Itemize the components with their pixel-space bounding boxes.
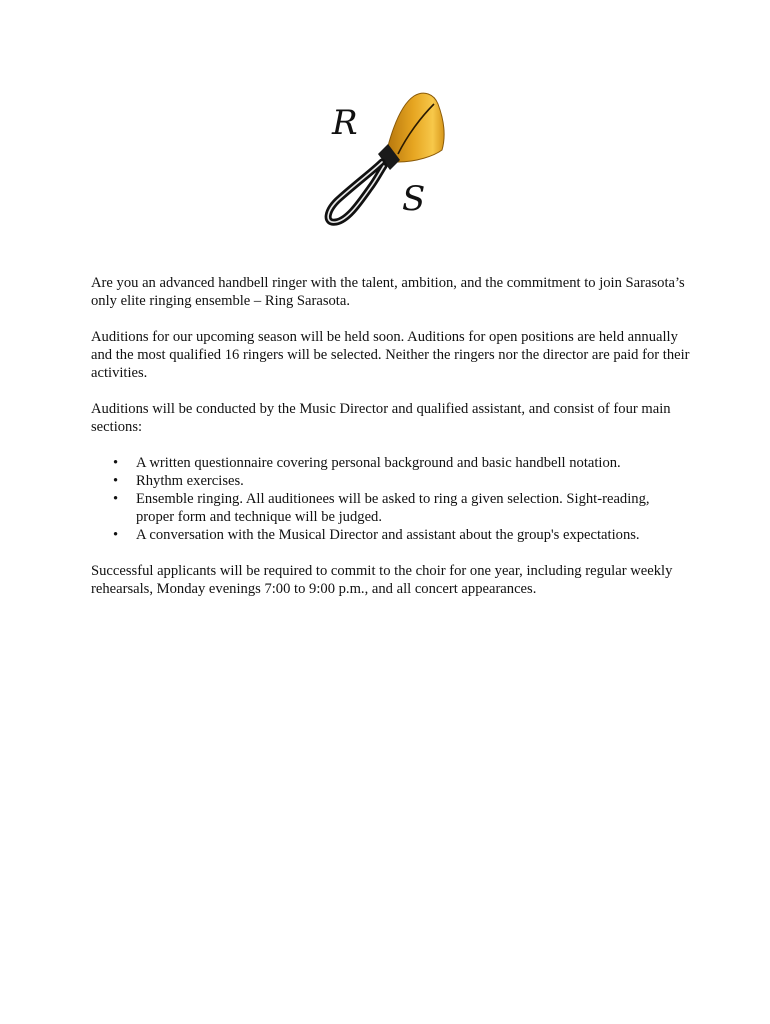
list-item-text: A written questionnaire covering personal background and basic handbell notation.: [136, 455, 621, 471]
bullet: •: [113, 491, 119, 507]
logo-letter-s: S: [402, 179, 426, 219]
list-item-text: Ensemble ringing. All auditionees will be asked to ring a given selection. Sight-reading, proper form and technique will be judged.: [136, 491, 650, 525]
list-item: [113, 490, 691, 526]
list-item: [113, 526, 691, 544]
bullet: •: [113, 455, 119, 471]
list-item: [113, 454, 691, 472]
bell-handle: [328, 162, 384, 222]
intro-paragraph: Are you an advanced handbell ringer with the talent, ambition, and the commitment to join Sarasota’s only elite ringing ensemble – Ring Sarasota.: [91, 275, 685, 309]
list-item-text: A conversation with the Musical Director and assistant about the group's expectations.: [136, 527, 640, 543]
logo-letter-r: R: [332, 103, 358, 143]
closing-paragraph: Successful applicants will be required to commit to the choir for one year, including regular weekly rehearsals, Monday evenings 7:00 to 9:00 p.m., and all concert appearances.: [91, 563, 673, 597]
list-item: [113, 472, 691, 490]
conducted-paragraph: Auditions will be conducted by the Music Director and qualified assistant, and consist of four main sections:: [91, 401, 671, 435]
audition-sections-list: [91, 454, 691, 544]
auditions-paragraph: Auditions for our upcoming season will be held soon. Auditions for open positions are held annually and the most qualified 16 ringers will be selected. Neither the ringers nor the director are paid for their activities.: [91, 329, 690, 381]
bullet: •: [113, 473, 119, 489]
bell-body: [388, 93, 444, 162]
document-body: [91, 274, 691, 616]
handbell-icon: [316, 90, 446, 228]
list-item-text: Rhythm exercises.: [136, 473, 244, 489]
ring-sarasota-logo: [316, 90, 446, 228]
bullet: •: [113, 527, 119, 543]
